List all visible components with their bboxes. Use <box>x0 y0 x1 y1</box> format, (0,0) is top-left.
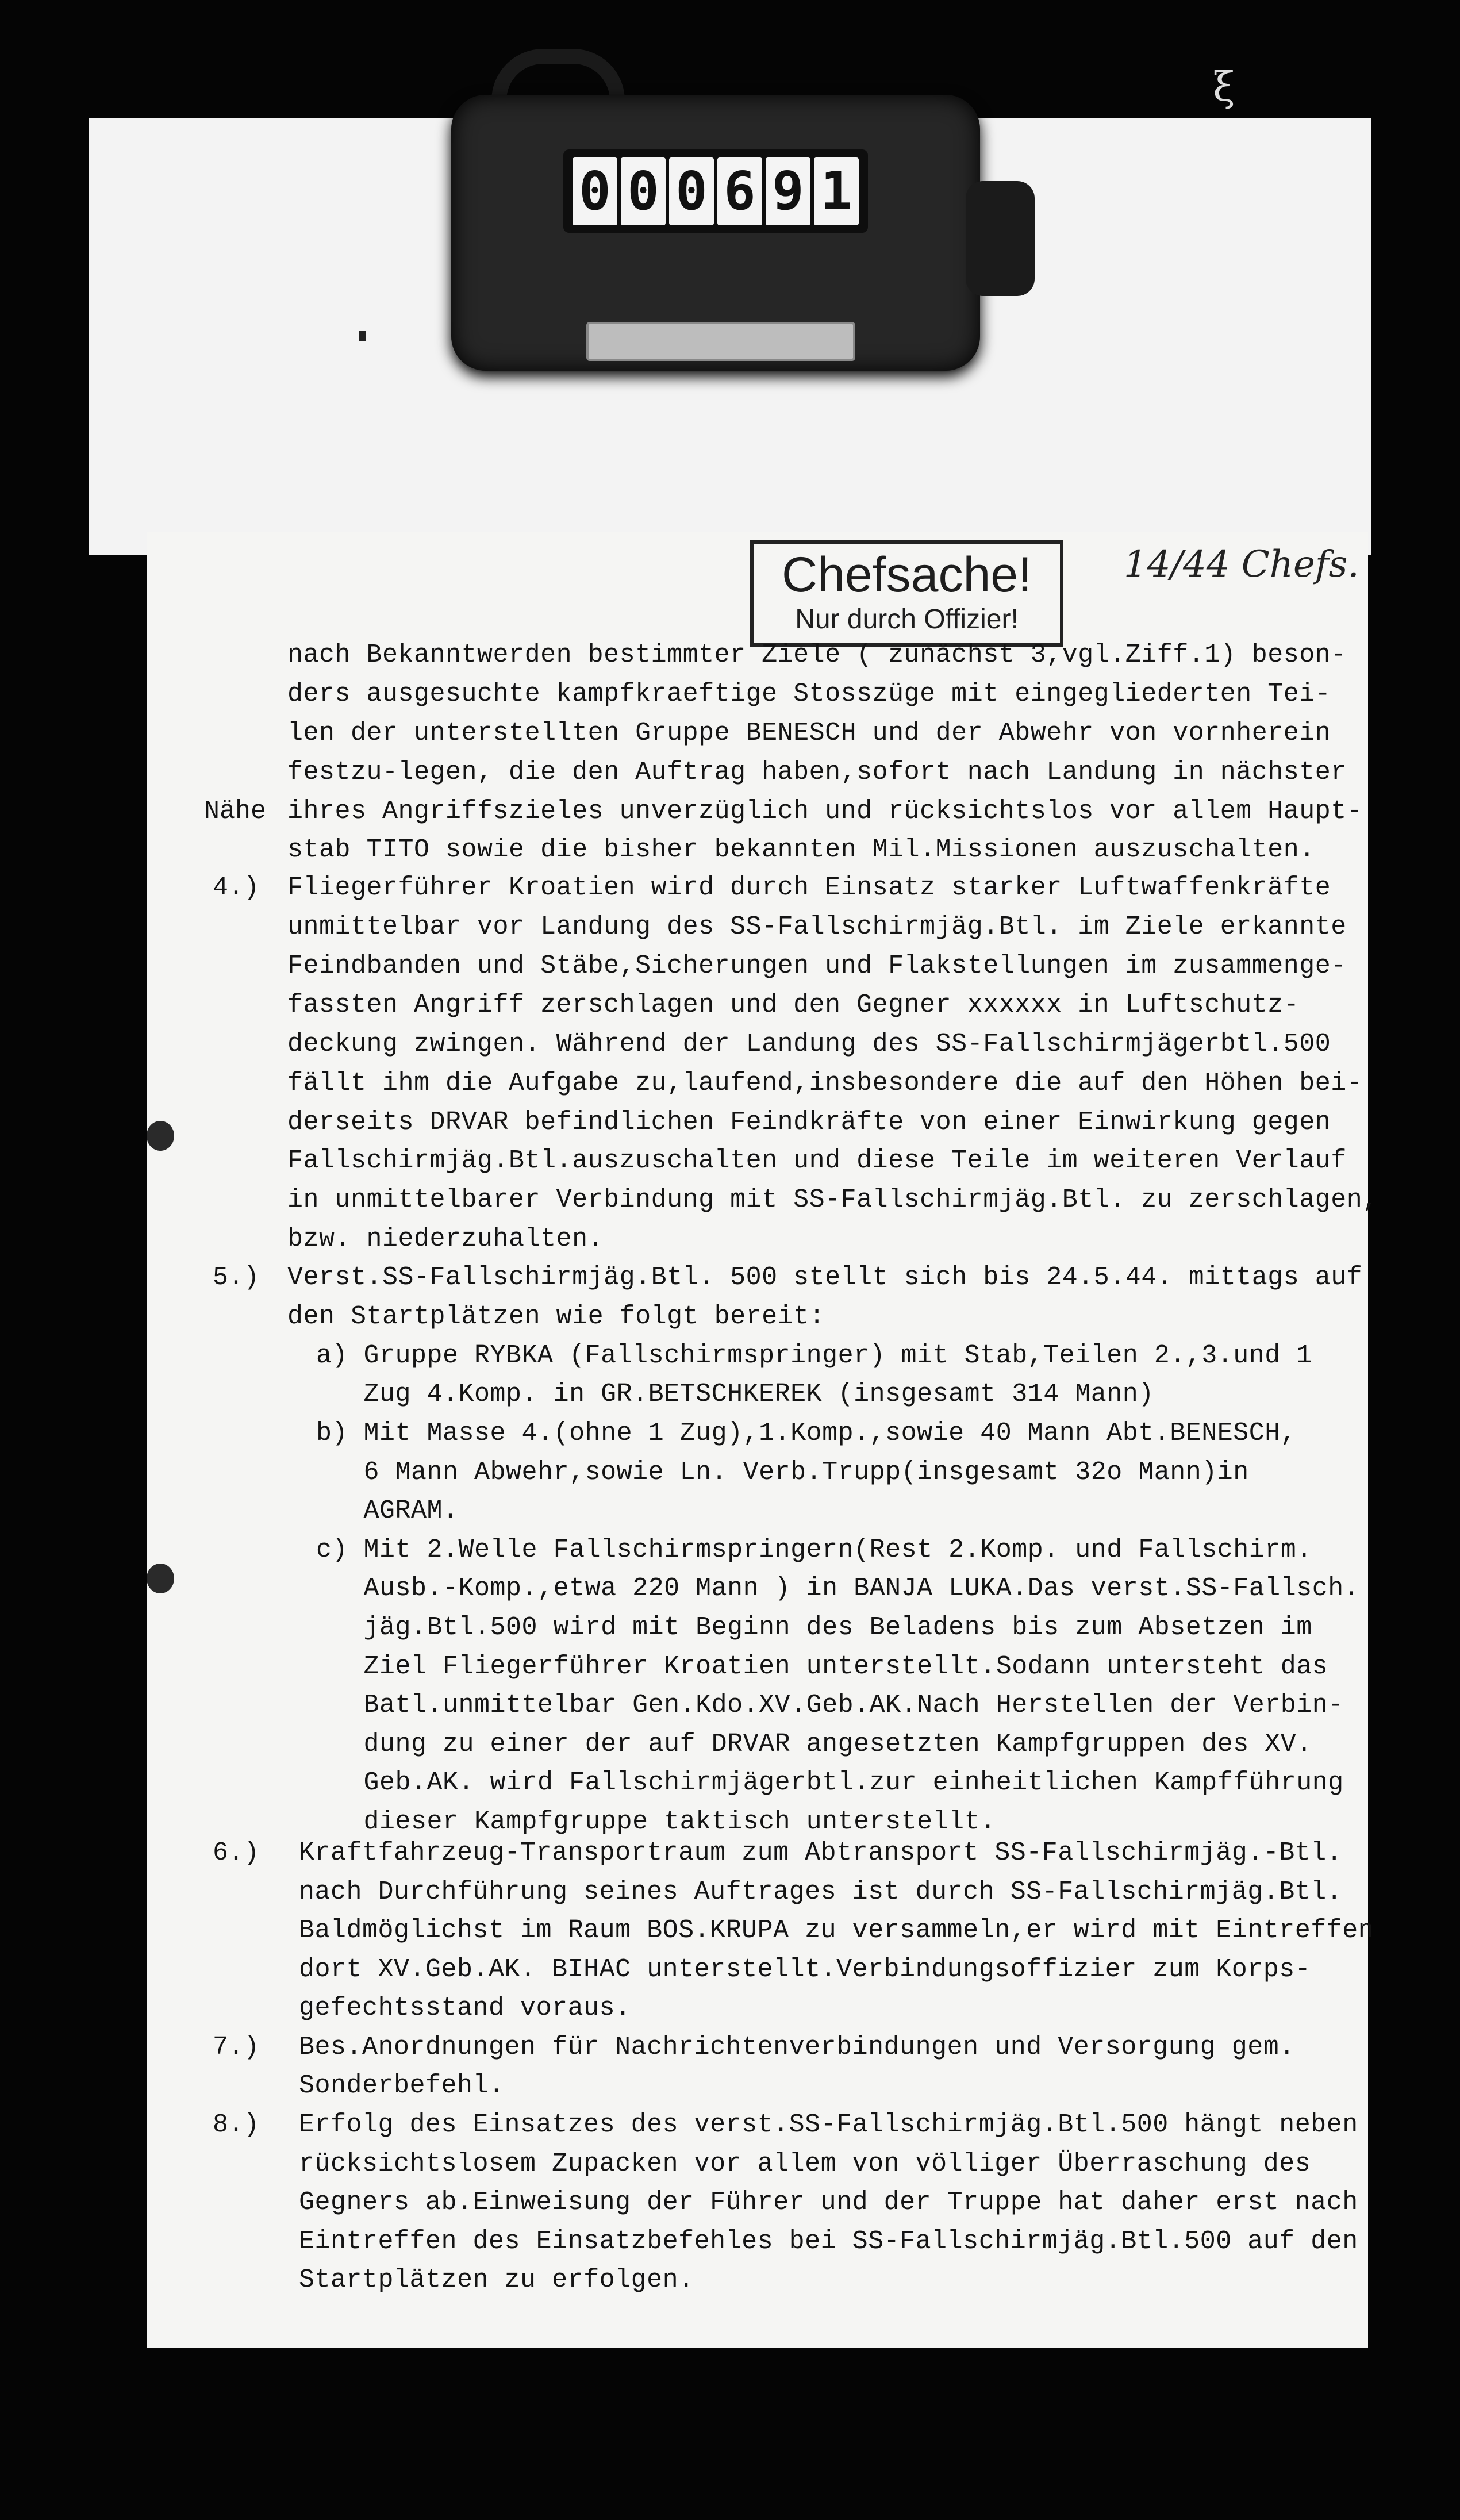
text-line: Erfolg des Einsatzes des verst.SS-Fallschirmjäg.Btl.500 hängt neben <box>299 2110 1358 2139</box>
text-line: fassten Angriff zerschlagen und den Gegner xxxxxx in Luftschutz- <box>287 990 1300 1020</box>
text-line: Gegners ab.Einweisung der Führer und der Truppe hat daher erst nach <box>299 2188 1358 2217</box>
text-line: Verst.SS-Fallschirmjäg.Btl. 500 stellt sich bis 24.5.44. mittags auf <box>287 1263 1363 1292</box>
punch-hole <box>147 1121 174 1151</box>
text-line: AGRAM. <box>316 1496 459 1526</box>
text-line: unmittelbar vor Landung des SS-Fallschirmjäg.Btl. im Ziele erkannte <box>287 912 1347 942</box>
stamp-title: Chefsache! <box>781 547 1032 602</box>
text-line: 6 Mann Abwehr,sowie Ln. Verb.Trupp(insgesamt 32o Mann)in <box>316 1458 1249 1487</box>
text-line: fällt ihm die Aufgabe zu,laufend,insbesondere die auf den Höhen bei- <box>287 1069 1363 1098</box>
text-line: deckung zwingen. Während der Landung des SS-Fallschirmjägerbtl.500 <box>287 1029 1331 1059</box>
counter-digit: 0 <box>669 158 714 225</box>
text-line: Geb.AK. wird Fallschirmjägerbtl.zur einheitlichen Kampfführung <box>316 1768 1344 1797</box>
section-number: 4.) <box>213 873 260 902</box>
text-line: stab TITO sowie die bisher bekannten Mil.Missionen auszuschalten. <box>287 835 1315 865</box>
text-line: rücksichtslosem Zupacken vor allem von völliger Überraschung des <box>299 2149 1311 2179</box>
text-line: in unmittelbarer Verbindung mit SS-Fallschirmjäg.Btl. zu zerschlagen, <box>287 1185 1378 1215</box>
counter-digit: 1 <box>814 158 859 225</box>
text-line: Fliegerführer Kroatien wird durch Einsatz starker Luftwaffenkräfte <box>287 873 1331 902</box>
counter-nameplate <box>586 322 855 361</box>
text-line: Sonderbefehl. <box>299 2071 505 2100</box>
document-page <box>147 532 1378 2348</box>
text-line: nach Durchführung seines Auftrages ist durch SS-Fallschirmjäg.Btl. <box>299 1877 1343 1907</box>
section-number: 6.) <box>213 1838 260 1868</box>
text-line: Batl.unmittelbar Gen.Kdo.XV.Geb.AK.Nach Herstellen der Verbin- <box>316 1691 1344 1720</box>
section-number: 7.) <box>213 2033 260 2062</box>
counter-digit: 6 <box>717 158 762 225</box>
handwritten-reference: 14/44 Chefs. <box>1124 543 1359 586</box>
chefsache-stamp <box>750 540 1063 647</box>
text-line: Ziel Fliegerführer Kroatien unterstellt.Sodann untersteht das <box>316 1652 1328 1681</box>
text-line: Baldmöglichst im Raum BOS.KRUPA zu versammeln,er wird mit Eintreffen <box>299 1916 1374 1945</box>
counter-digit: 0 <box>573 158 617 225</box>
tick-mark <box>359 331 366 341</box>
margin-note: Nähe <box>204 797 267 826</box>
text-line: derseits DRVAR befindlichen Feindkräfte von einer Einwirkung gegen <box>287 1108 1331 1137</box>
text-line: Startplätzen zu erfolgen. <box>299 2265 694 2295</box>
text-line: Zug 4.Komp. in GR.BETSCHKEREK (insgesamt 314 Mann) <box>316 1380 1154 1409</box>
text-line: Ausb.-Komp.,etwa 220 Mann ) in BANJA LUKA.Das verst.SS-Fallsch. <box>316 1574 1360 1603</box>
section-number: 8.) <box>213 2110 260 2139</box>
text-line: gefechtsstand voraus. <box>299 1993 631 2023</box>
text-line: bzw. niederzuhalten. <box>287 1224 604 1254</box>
text-line: Kraftfahrzeug-Transportraum zum Abtransport SS-Fallschirmjäg.-Btl. <box>299 1838 1343 1868</box>
text-line: Eintreffen des Einsatzbefehles bei SS-Fallschirmjäg.Btl.500 auf den <box>299 2227 1358 2256</box>
counter-digit: 9 <box>766 158 810 225</box>
section-number: 5.) <box>213 1263 260 1292</box>
text-line: Fallschirmjäg.Btl.auszuschalten und diese Teile im weiteren Verlauf <box>287 1146 1347 1176</box>
text-line: Feindbanden und Stäbe,Sicherungen und Flakstellungen im zusammenge- <box>287 951 1347 981</box>
frame-counter <box>445 49 1049 382</box>
text-line: Bes.Anordnungen für Nachrichtenverbindungen und Versorgung gem. <box>299 2033 1295 2062</box>
corner-scribble: ξ <box>1213 63 1235 110</box>
text-line: dieser Kampfgruppe taktisch unterstellt. <box>316 1807 996 1837</box>
text-line: dung zu einer der auf DRVAR angesetzten Kampfgruppen des XV. <box>316 1730 1312 1759</box>
text-line: ihres Angriffszieles unverzüglich und rücksichtslos vor allem Haupt- <box>287 797 1363 826</box>
text-line: c) Mit 2.Welle Fallschirmspringern(Rest 2.Komp. und Fallschirm. <box>316 1535 1312 1565</box>
text-line: den Startplätzen wie folgt bereit: <box>287 1302 825 1331</box>
text-line: len der unterstellten Gruppe BENESCH und der Abwehr von vornherein <box>287 719 1331 748</box>
text-line: festzu-legen, die den Auftrag haben,sofort nach Landung in nächster <box>287 758 1347 787</box>
text-line: dort XV.Geb.AK. BIHAC unterstellt.Verbindungsoffizier zum Korps- <box>299 1955 1311 1984</box>
text-line: b) Mit Masse 4.(ohne 1 Zug),1.Komp.,sowie 40 Mann Abt.BENESCH, <box>316 1419 1297 1448</box>
counter-window <box>563 149 868 233</box>
counter-knob <box>966 181 1035 296</box>
text-line: jäg.Btl.500 wird mit Beginn des Beladens bis zum Absetzen im <box>316 1613 1312 1642</box>
text-line: a) Gruppe RYBKA (Fallschirmspringer) mit Stab,Teilen 2.,3.und 1 <box>316 1341 1312 1370</box>
text-line: nach Bekanntwerden bestimmter Ziele ( zunächst 3,vgl.Ziff.1) beson- <box>287 640 1347 670</box>
punch-hole <box>147 1564 174 1593</box>
counter-digit: 0 <box>621 158 666 225</box>
text-line: ders ausgesuchte kampfkraeftige Stosszüge mit eingegliederten Tei- <box>287 679 1331 709</box>
stamp-subtitle: Nur durch Offizier! <box>795 604 1019 635</box>
